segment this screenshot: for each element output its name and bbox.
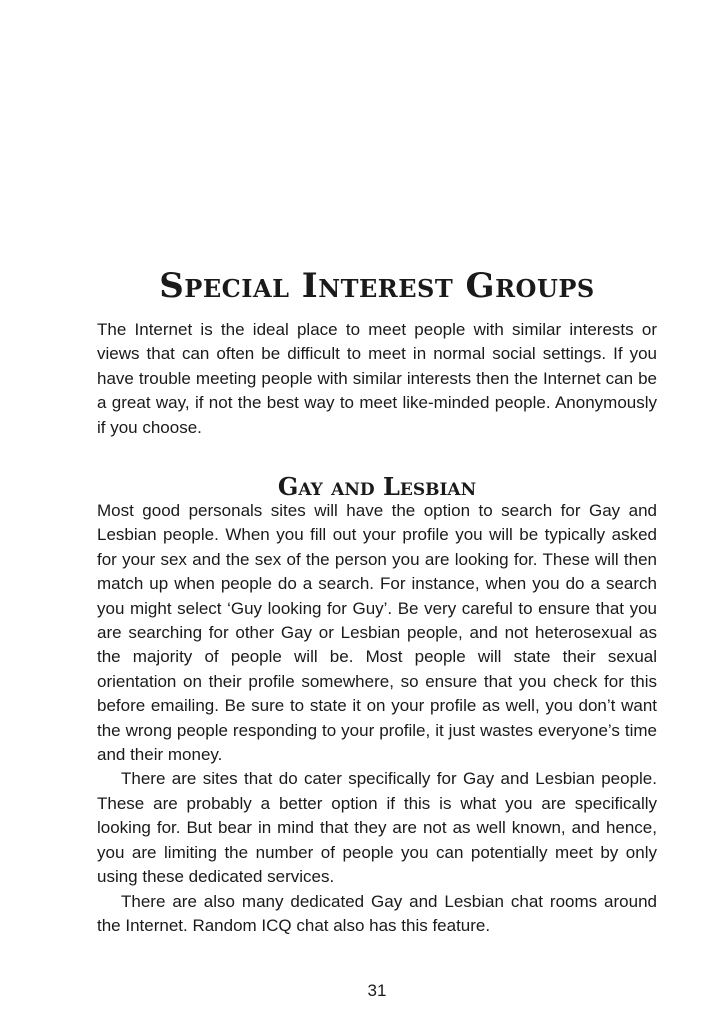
body-paragraph: Most good personals sites will have the option to search for Gay and Lesbian people. When you fill out your profile you will be typically asked for your sex and the sex of the person you are looking for. These will then match up when people do a search. For instance, when you do a search you might select ‘Guy looking for Guy’. Be very careful to ensure that you are searching for other Gay or Lesbian people, and not heterosexual as the majority of people will be. Most people will state their sexual orientation on their profile somewhere, so ensure that you check for this before emailing. Be sure to state it on your profile as well, you don’t want the wrong people responding to your profile, it just wastes everyone’s time and their money.: [97, 501, 657, 765]
intro-paragraph: The Internet is the ideal place to meet people with similar interests or views that can often be difficult to meet in normal social settings. If you have trouble meeting people with similar interests then the Internet can be a great way, if not the best way to meet like-minded people. Anonymously if you choose.: [97, 320, 657, 437]
section-heading: Gay and Lesbian: [277, 472, 477, 501]
body-paragraph: There are also many dedicated Gay and Lesbian chat rooms around the Internet. Random ICQ chat also has this feature.: [97, 891, 657, 935]
page-number: 31: [367, 981, 387, 1000]
document-page: [97, 0, 657, 1033]
section-body: [97, 499, 657, 938]
body-paragraph: There are sites that do cater specifically for Gay and Lesbian people. These are probably a better option if this is what you are specifically looking for. But bear in mind that they are not as well known, and hence, you are limiting the number of people you can potentially meet by only using these dedicated services.: [97, 769, 657, 887]
chapter-heading: Special Interest Groups: [159, 266, 595, 306]
